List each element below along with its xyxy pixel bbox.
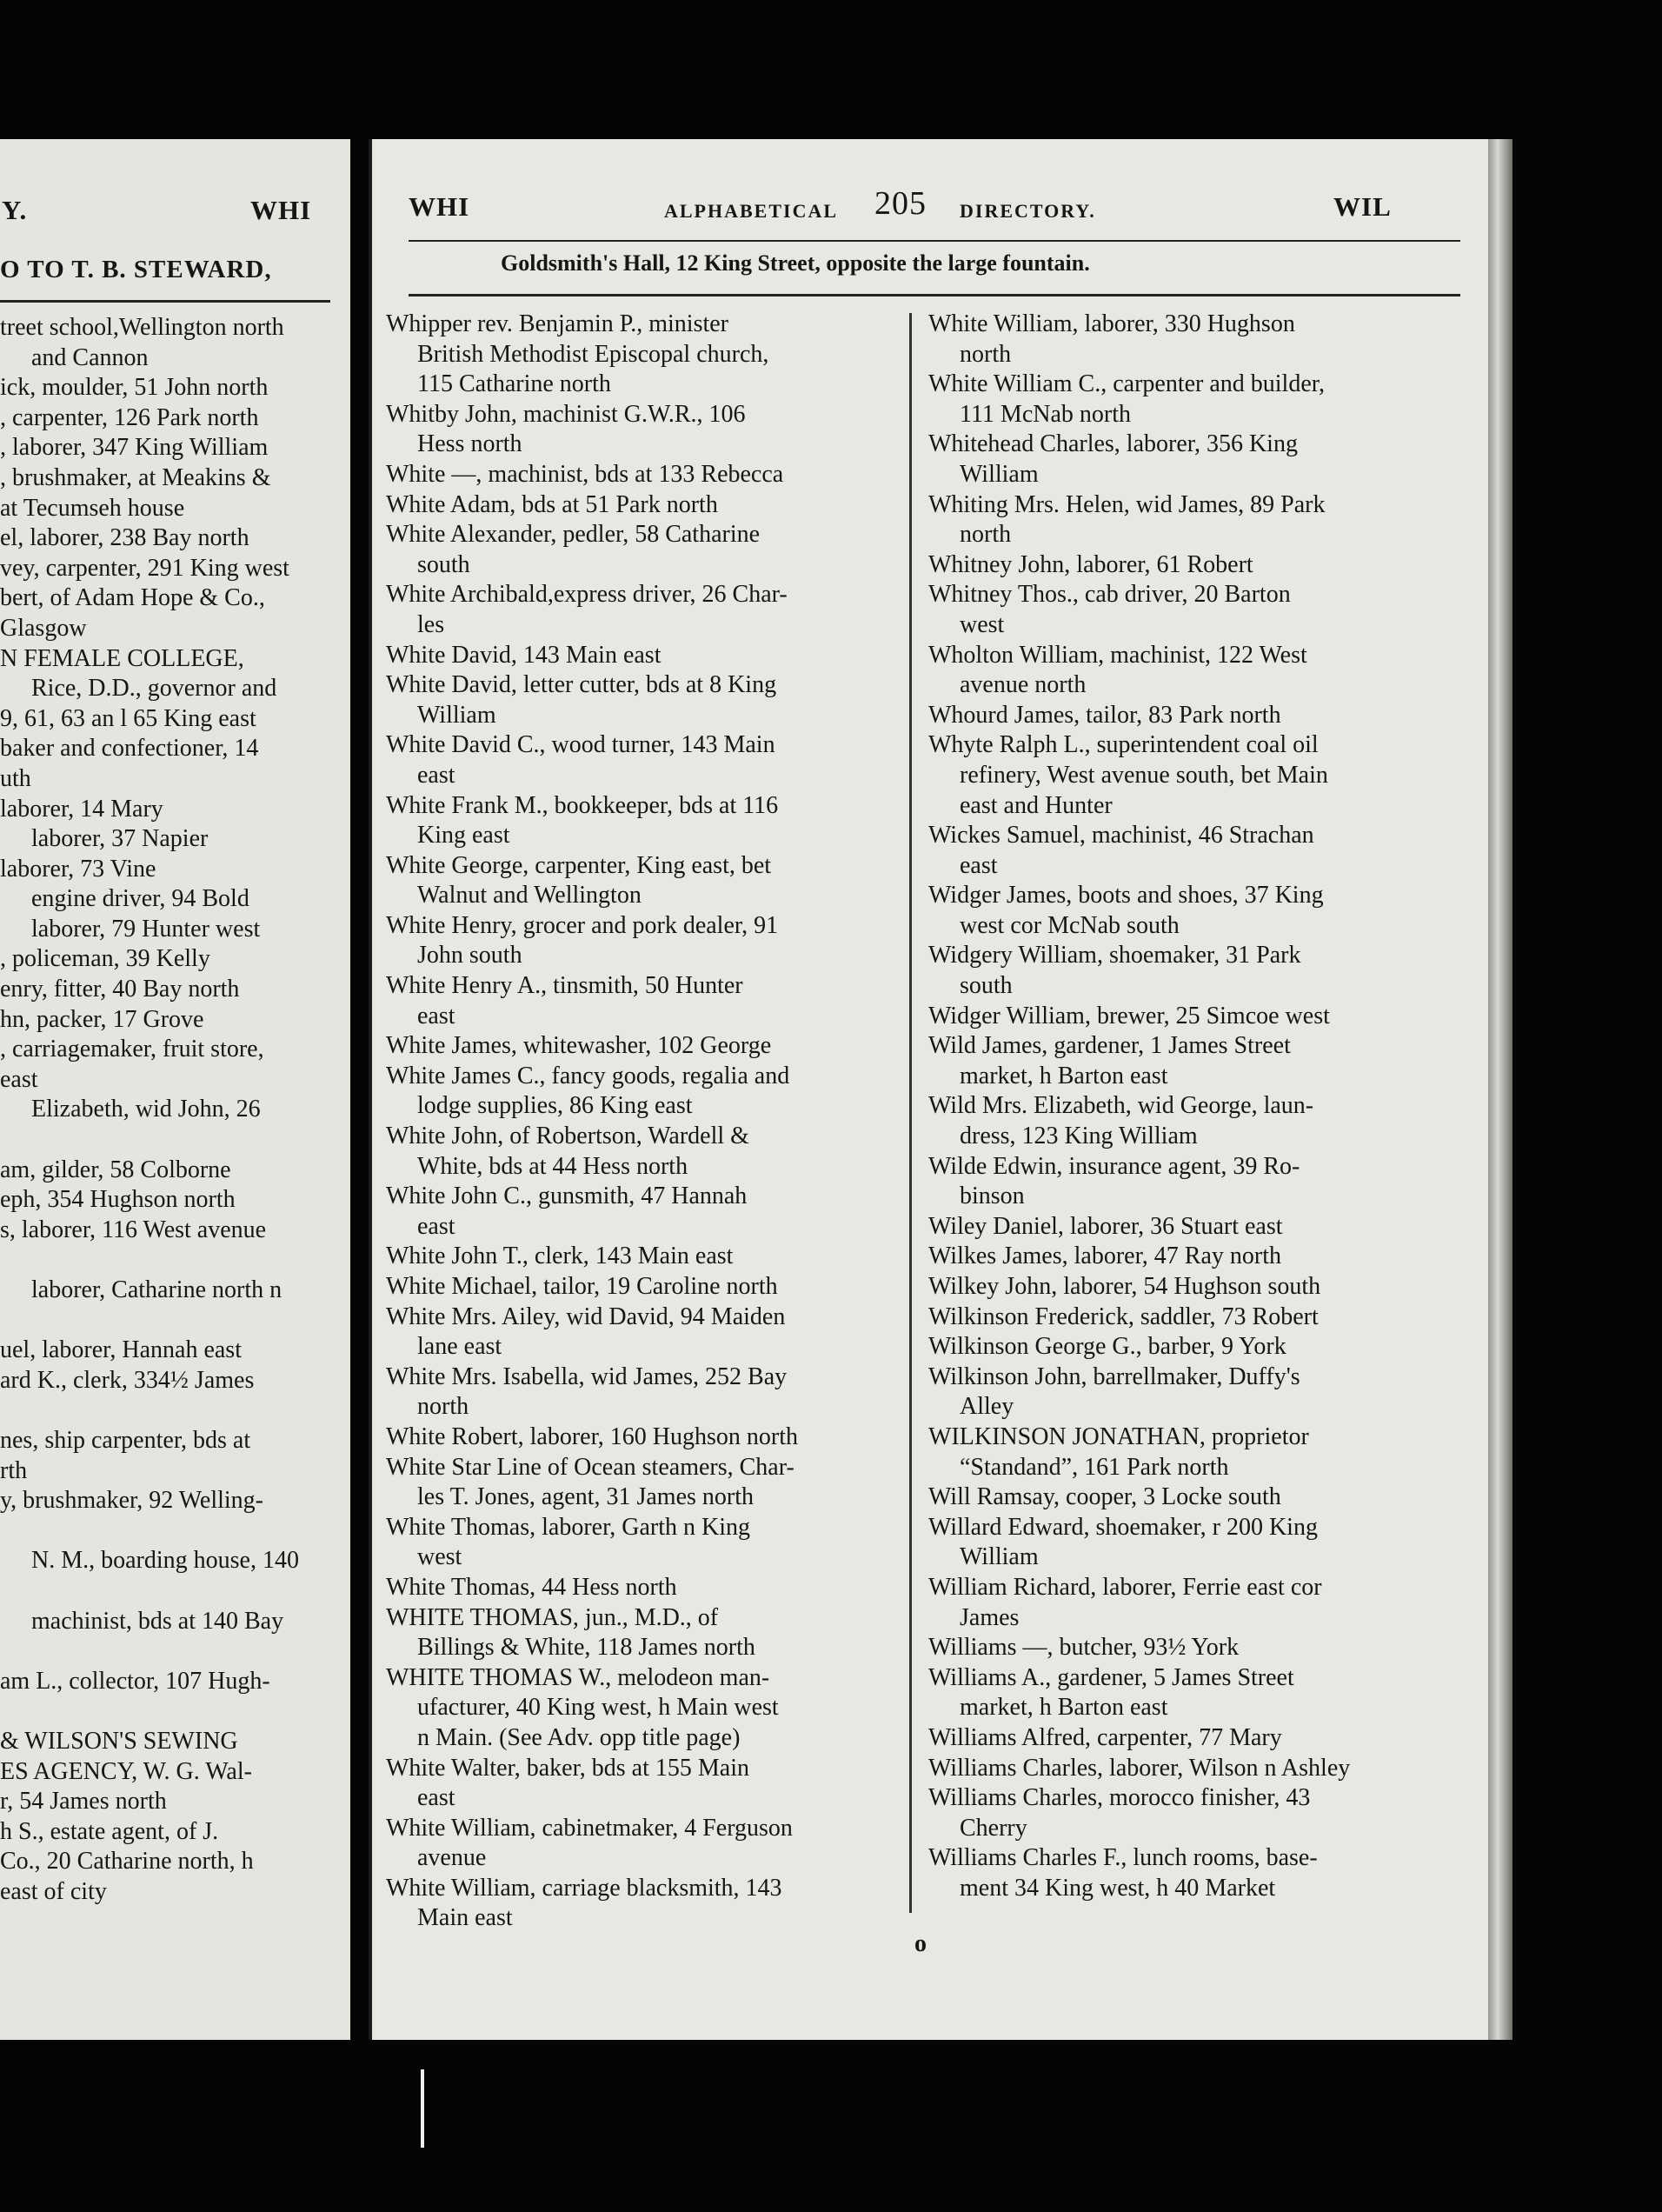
directory-entry-line: 115 Catharine north [417,370,611,398]
left-page-line: N FEMALE COLLEGE, [0,644,244,672]
left-page-line: el, laborer, 238 Bay north [0,524,249,552]
directory-entry-line: Whipper rev. Benjamin P., minister [386,310,728,337]
left-page-line: eph, 354 Hughson north [0,1186,236,1214]
directory-entry-line: east [960,851,998,879]
left-page-line: h S., estate agent, of J. [0,1817,219,1845]
directory-entry-line: WHITE THOMAS, jun., M.D., of [386,1603,719,1631]
directory-entry-line: White William, carriage blacksmith, 143 [386,1874,782,1902]
directory-entry-line: White John, of Robertson, Wardell & [386,1123,749,1150]
directory-entry-line: north [960,340,1012,368]
directory-entry-line: dress, 123 King William [960,1123,1198,1150]
directory-entry-line: White Frank M., bookkeeper, bds at 116 [386,791,779,819]
header-rule-top [409,240,1460,242]
left-page-line: y, brushmaker, 92 Welling- [0,1487,264,1515]
directory-entry-line: White Archibald,express driver, 26 Char- [386,581,788,609]
directory-entry-line: Hess north [417,430,522,458]
directory-entry-line: White Thomas, laborer, Garth n King [386,1513,751,1541]
directory-entry-line: White William, laborer, 330 Hughson [928,310,1295,337]
left-page-line: , carriagemaker, fruit store, [0,1036,264,1063]
directory-entry-line: les [417,610,445,638]
directory-entry-line: Main east [417,1904,513,1932]
directory-entry-line: White, bds at 44 Hess north [417,1152,688,1180]
page-edge-shadow [1488,139,1512,2040]
directory-entry-line: White Alexander, pedler, 58 Catharine [386,521,761,549]
left-page-line: uth [0,764,31,792]
directory-column-left [386,310,907,1934]
directory-entry-line: Billings & White, 118 James north [417,1634,755,1662]
left-page-line: laborer, 37 Napier [31,825,209,853]
directory-entry-line: Wilkinson George G., barber, 9 York [928,1333,1286,1361]
directory-entry-line: Wilkinson Frederick, saddler, 73 Robert [928,1303,1319,1330]
left-page-line: r, 54 James north [0,1788,167,1816]
directory-entry-line: Wilkinson John, barrellmaker, Duffy's [928,1363,1300,1390]
directory-entry-line: ufacturer, 40 King west, h Main west [417,1694,779,1722]
left-subhead: O TO T. B. STEWARD, [0,256,272,283]
left-page-line: ard K., clerk, 334½ James [0,1366,255,1394]
directory-entry-line: White Henry, grocer and pork dealer, 91 [386,911,779,939]
left-page-line [0,1516,348,1547]
directory-entry-line: avenue north [960,671,1087,699]
left-page-line: east [0,1065,38,1093]
directory-entry-line: White James, whitewasher, 102 George [386,1032,772,1060]
header-right-word: WIL [1333,191,1392,222]
directory-entry-line: White Mrs. Isabella, wid James, 252 Bay [386,1363,788,1390]
left-page-line: Elizabeth, wid John, 26 [31,1096,261,1123]
directory-entry-line: White John T., clerk, 143 Main east [386,1243,734,1270]
left-page-line: laborer, Catharine north n [31,1276,283,1303]
directory-entry-line: lane east [417,1333,502,1361]
left-page-line [0,1396,348,1426]
left-page-line: laborer, 73 Vine [0,855,156,883]
directory-entry-line: Whitney Thos., cab driver, 20 Barton [928,581,1291,609]
header-directory: DIRECTORY. [960,200,1096,222]
left-page-line: , carpenter, 126 Park north [0,403,259,431]
directory-entry-line: east [417,761,455,789]
left-page-line [0,1125,348,1156]
left-page-line: Co., 20 Catharine north, h [0,1848,254,1876]
directory-entry-line: Alley [960,1393,1014,1421]
left-page-line: Glasgow [0,614,87,642]
left-page-line: at Tecumseh house [0,494,185,522]
directory-entry-line: White George, carpenter, King east, bet [386,851,772,879]
left-page-line: machinist, bds at 140 Bay [31,1607,284,1635]
left-page-line: bert, of Adam Hope & Co., [0,584,265,612]
directory-entry-line: Whitehead Charles, laborer, 356 King [928,430,1298,458]
left-page-line: ick, moulder, 51 John north [0,374,269,402]
left-page-line: treet school,Wellington north [0,314,284,341]
directory-entry-line: refinery, West avenue south, bet Main [960,761,1328,789]
left-page-line: s, laborer, 116 West avenue [0,1216,267,1243]
directory-entry-line: Widgery William, shoemaker, 31 Park [928,942,1301,969]
film-mark [421,2069,424,2148]
directory-entry-line: ment 34 King west, h 40 Market [960,1874,1276,1902]
directory-entry-line: British Methodist Episcopal church, [417,340,769,368]
directory-entry-line: White Star Line of Ocean steamers, Char- [386,1453,794,1481]
directory-entry-line: south [960,972,1013,1000]
left-page-line: am, gilder, 58 Colborne [0,1156,231,1183]
left-page-line: laborer, 14 Mary [0,795,163,823]
left-page-line: , laborer, 347 King William [0,434,269,462]
left-page-line [0,1636,348,1667]
left-page-line: ES AGENCY, W. G. Wal- [0,1757,252,1785]
directory-entry-line: 111 McNab north [960,400,1131,428]
directory-entry-line: William [417,701,496,729]
directory-entry-line: Widger William, brewer, 25 Simcoe west [928,1002,1330,1029]
directory-entry-line: market, h Barton east [960,1694,1168,1722]
header-rule-bottom [409,294,1460,296]
directory-entry-line: Williams Alfred, carpenter, 77 Mary [928,1723,1282,1751]
directory-entry-line: Whitney John, laborer, 61 Robert [928,550,1253,578]
directory-entry-line: White William C., carpenter and builder, [928,370,1325,398]
directory-entry-line: Willard Edward, shoemaker, r 200 King [928,1513,1318,1541]
left-running-head: Y. [2,195,28,225]
directory-entry-line: WILKINSON JONATHAN, proprietor [928,1422,1309,1450]
directory-entry-line: Whitby John, machinist G.W.R., 106 [386,400,746,428]
directory-entry-line: White David, 143 Main east [386,641,661,669]
directory-entry-line: White Henry A., tinsmith, 50 Hunter [386,972,743,1000]
directory-entry-line: Whourd James, tailor, 83 Park north [928,701,1281,729]
left-page-line: engine driver, 94 Bold [31,885,249,913]
left-page-line: vey, carpenter, 291 King west [0,554,289,582]
directory-entry-line: Williams Charles, morocco finisher, 43 [928,1784,1311,1812]
left-page-line: Rice, D.D., governor and [31,675,277,703]
directory-entry-line: White Robert, laborer, 160 Hughson north [386,1422,799,1450]
page-folio-mark: o [914,1930,927,1957]
directory-entry-line: Widger James, boots and shoes, 37 King [928,882,1324,909]
directory-entry-line: north [960,521,1012,549]
directory-entry-line: James [960,1603,1020,1631]
directory-entry-line: White David, letter cutter, bds at 8 King [386,671,777,699]
directory-entry-line: Wild Mrs. Elizabeth, wid George, laun- [928,1092,1314,1120]
directory-entry-line: White Thomas, 44 Hess north [386,1573,677,1601]
left-page-line: and Cannon [31,343,149,371]
directory-entry-line: east [417,1002,455,1029]
left-page-line: & WILSON'S SEWING [0,1727,238,1755]
left-page-line: laborer, 79 Hunter west [31,915,261,943]
directory-entry-line: Whyte Ralph L., superintendent coal oil [928,731,1319,759]
left-page-line: 9, 61, 63 an l 65 King east [0,704,256,732]
directory-entry-line: Wholton William, machinist, 122 West [928,641,1307,669]
left-header-rule [0,300,330,303]
directory-entry-line: White Michael, tailor, 19 Caroline north [386,1273,778,1300]
left-page-line [0,1306,348,1336]
directory-column-right [928,310,1476,1903]
directory-entry-line: Wiley Daniel, laborer, 36 Stuart east [928,1212,1283,1240]
directory-entry-line: White —, machinist, bds at 133 Rebecca [386,460,784,488]
left-page-line: baker and confectioner, 14 [0,735,259,763]
directory-entry-line: White Mrs. Ailey, wid David, 94 Maiden [386,1303,786,1330]
left-page-line: east of city [0,1877,107,1905]
left-page-line [0,1245,348,1276]
directory-entry-line: White William, cabinetmaker, 4 Ferguson [386,1814,793,1842]
directory-entry-line: Wickes Samuel, machinist, 46 Strachan [928,822,1314,849]
directory-entry-line: west cor McNab south [960,911,1180,939]
directory-entry-line: n Main. (See Adv. opp title page) [417,1723,741,1751]
directory-entry-line: east and Hunter [960,791,1113,819]
left-page-line: , policeman, 39 Kelly [0,945,210,973]
left-page-line: nes, ship carpenter, bds at [0,1426,251,1454]
directory-entry-line: Williams —, butcher, 93½ York [928,1634,1240,1662]
left-page-line: uel, laborer, Hannah east [0,1336,242,1364]
column-divider [909,313,912,1913]
directory-entry-line: east [417,1212,455,1240]
directory-entry-line: les T. Jones, agent, 31 James north [417,1483,755,1511]
directory-entry-line: William Richard, laborer, Ferrie east cor [928,1573,1322,1601]
directory-entry-line: Williams Charles F., lunch rooms, base- [928,1844,1318,1872]
left-running-word: WHI [250,195,312,225]
directory-entry-line: Cherry [960,1814,1027,1842]
left-page-line: hn, packer, 17 Grove [0,1005,204,1033]
left-page-line: , brushmaker, at Meakins & [0,463,271,491]
directory-page [369,139,1502,2040]
left-page-line: am L., collector, 107 Hugh- [0,1667,270,1695]
page-number: 205 [874,185,927,222]
subheader: Goldsmith's Hall, 12 King Street, opposite the large fountain. [501,250,1090,276]
directory-entry-line: Wilde Edwin, insurance agent, 39 Ro- [928,1152,1300,1180]
directory-entry-line: White Walter, baker, bds at 155 Main [386,1754,749,1782]
header-left-word: WHI [409,191,470,222]
left-page-column [0,313,348,1907]
directory-entry-line: market, h Barton east [960,1062,1168,1089]
directory-entry-line: Williams Charles, laborer, Wilson n Ashley [928,1754,1351,1782]
directory-entry-line: Will Ramsay, cooper, 3 Locke south [928,1483,1281,1511]
header-alphabetical: ALPHABETICAL [664,200,839,222]
directory-entry-line: Williams A., gardener, 5 James Street [928,1663,1294,1691]
directory-entry-line: Wild James, gardener, 1 James Street [928,1032,1291,1060]
directory-entry-line: White James C., fancy goods, regalia and [386,1062,790,1089]
directory-entry-line: Wilkey John, laborer, 54 Hughson south [928,1273,1321,1300]
directory-entry-line: William [960,1543,1039,1571]
directory-entry-line: north [417,1393,469,1421]
directory-entry-line: Whiting Mrs. Helen, wid James, 89 Park [928,490,1326,518]
directory-entry-line: White John C., gunsmith, 47 Hannah [386,1183,748,1210]
directory-entry-line: east [417,1784,455,1812]
left-page-line: N. M., boarding house, 140 [31,1547,299,1575]
left-page-line: enry, fitter, 40 Bay north [0,976,240,1003]
directory-entry-line: south [417,550,470,578]
directory-entry-line: lodge supplies, 86 King east [417,1092,693,1120]
directory-entry-line: King east [417,822,510,849]
directory-entry-line: White David C., wood turner, 143 Main [386,731,775,759]
directory-entry-line: binson [960,1183,1025,1210]
left-page [0,139,350,2040]
directory-entry-line: west [960,610,1005,638]
directory-entry-line: avenue [417,1844,487,1872]
directory-entry-line: WHITE THOMAS W., melodeon man- [386,1663,770,1691]
directory-entry-line: John south [417,942,522,969]
left-page-line: rth [0,1456,28,1484]
directory-entry-line: William [960,460,1039,488]
left-page-line [0,1576,348,1607]
directory-entry-line: “Standand”, 161 Park north [960,1453,1229,1481]
directory-entry-line: Wilkes James, laborer, 47 Ray north [928,1243,1281,1270]
directory-entry-line: Walnut and Wellington [417,882,642,909]
directory-entry-line: White Adam, bds at 51 Park north [386,490,718,518]
directory-entry-line: west [417,1543,462,1571]
left-page-line [0,1696,348,1727]
